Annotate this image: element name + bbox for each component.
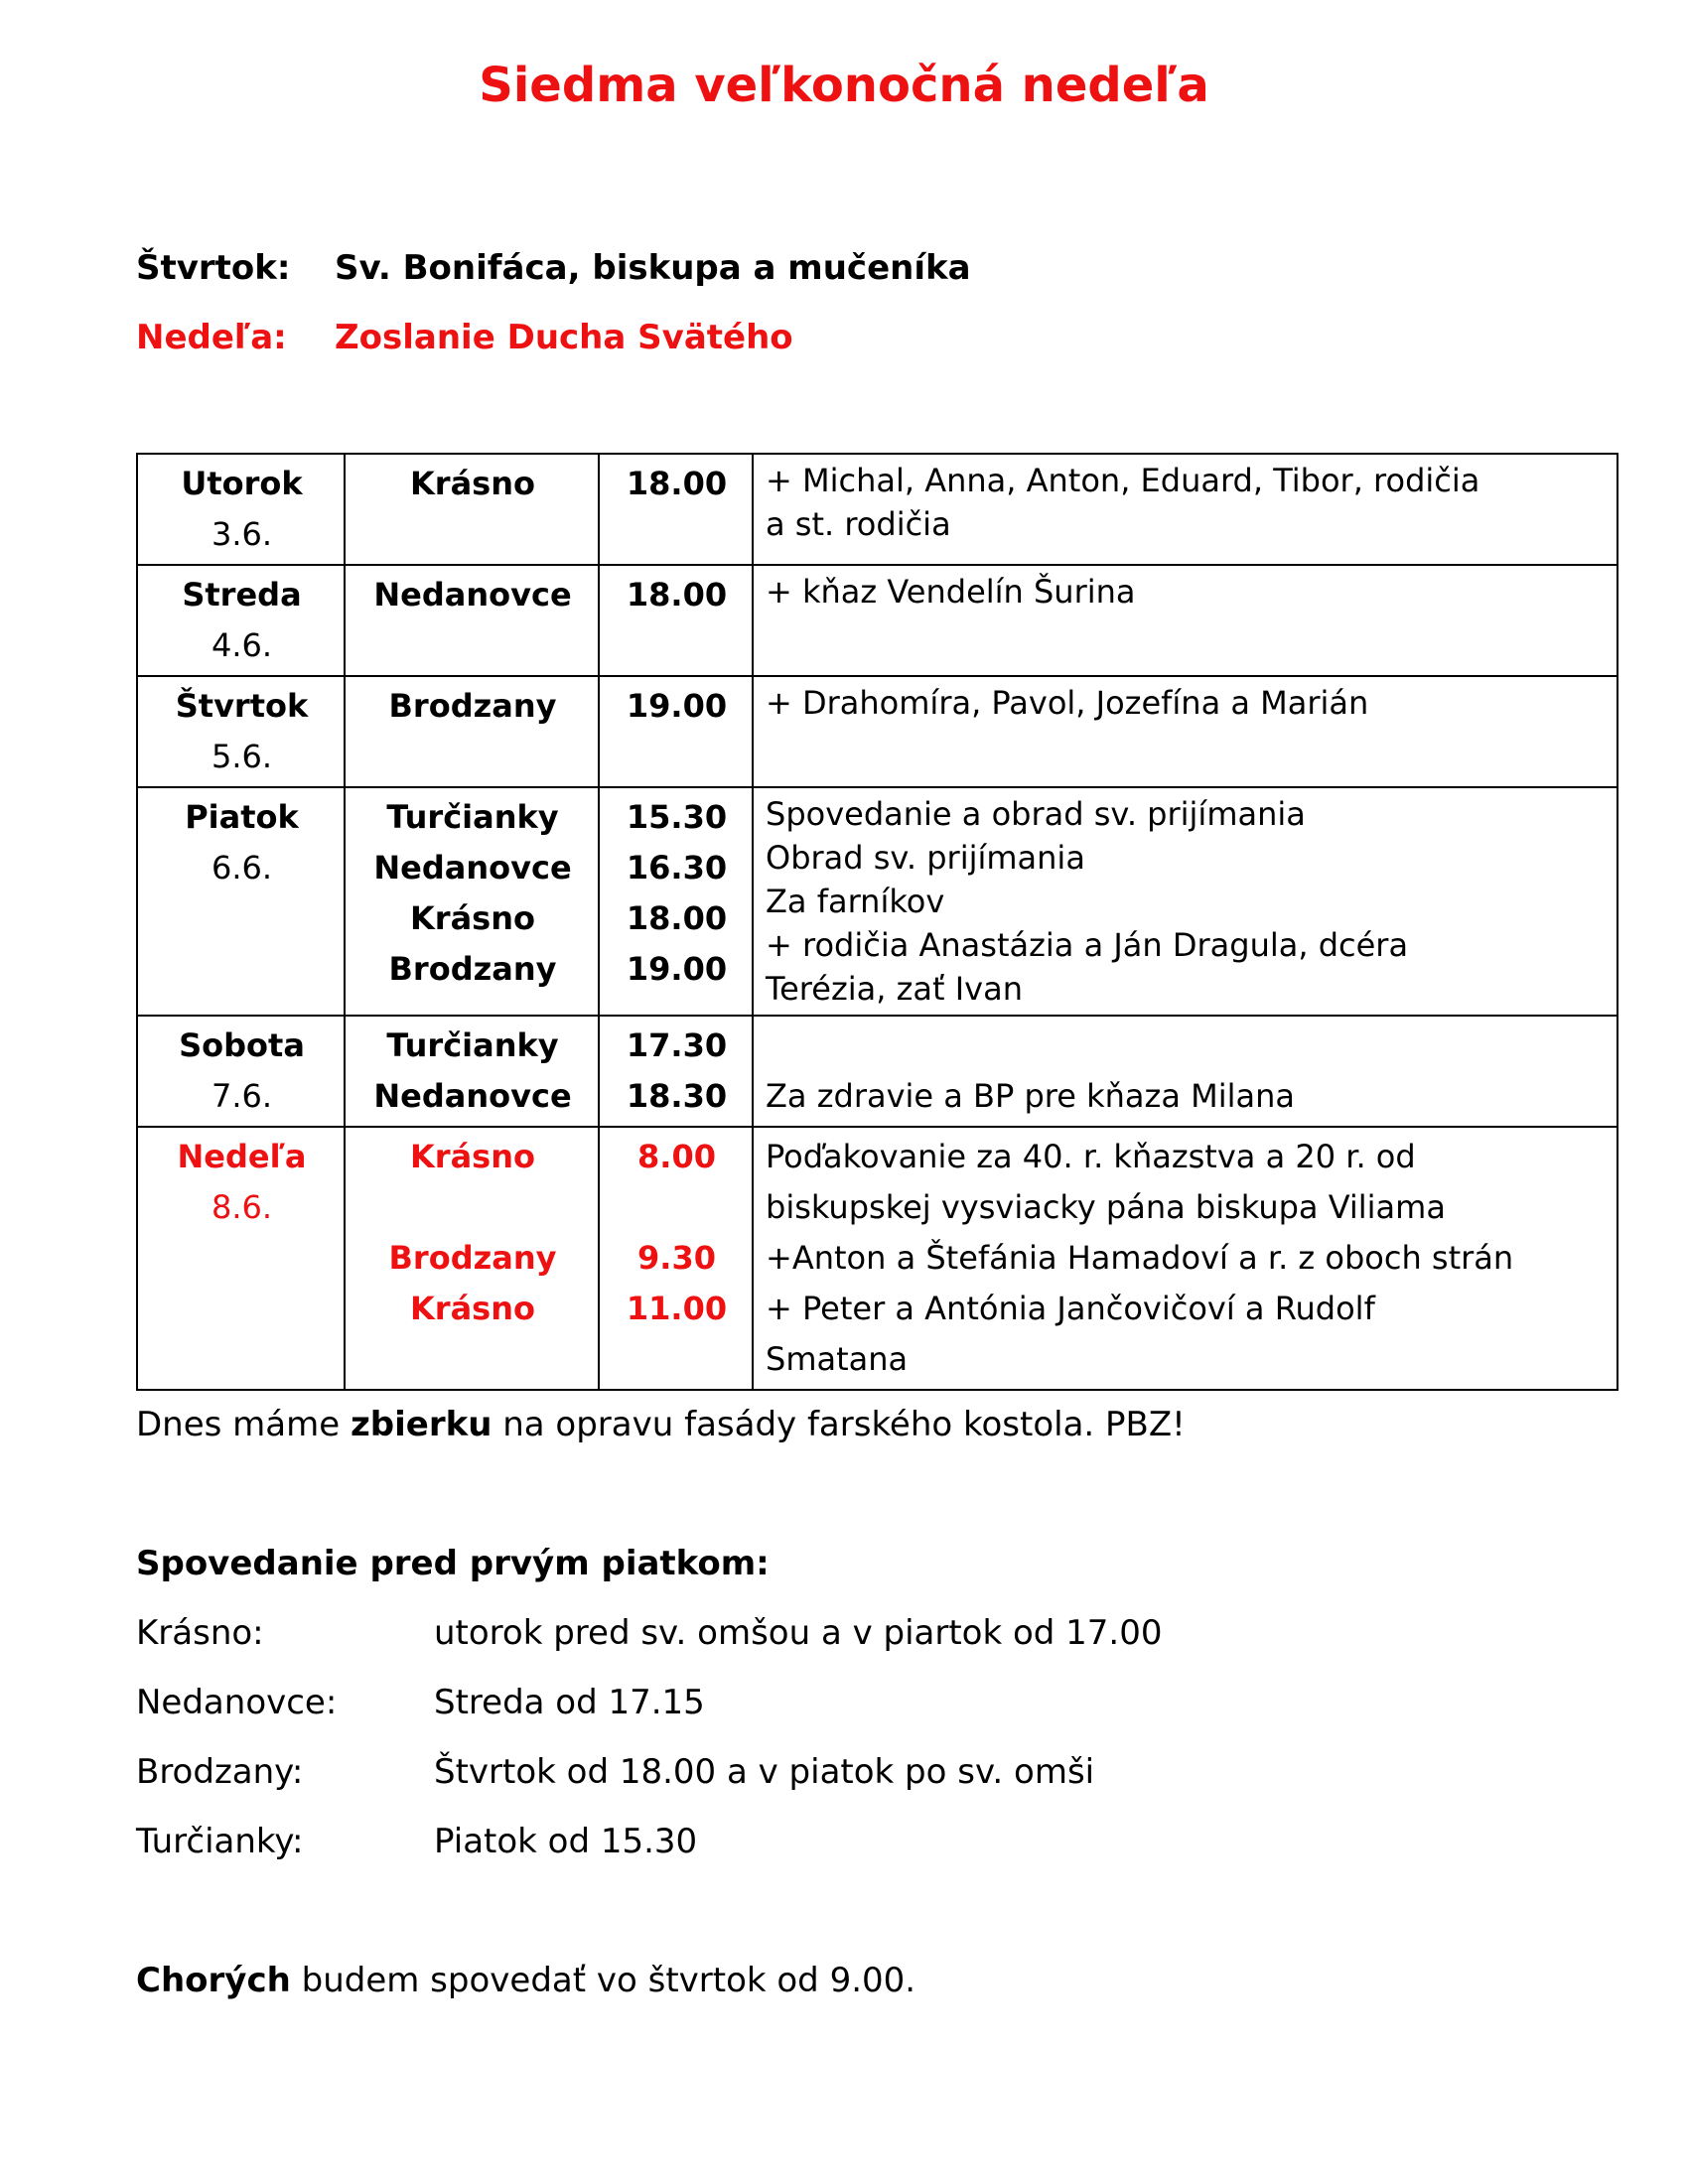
time: 18.00 xyxy=(626,465,728,502)
intention-cell xyxy=(753,565,1618,676)
place: Nedanovce xyxy=(373,1077,572,1115)
day-name: Štvrtok xyxy=(175,687,309,725)
intention: Obrad sv. prijímania xyxy=(766,839,1085,877)
day-cell xyxy=(137,454,345,565)
day-cell xyxy=(137,1127,345,1390)
intention: + kňaz Vendelín Šurina xyxy=(766,573,1136,611)
time: 18.30 xyxy=(626,1077,728,1115)
confession-place: Krásno: xyxy=(136,1613,264,1653)
feast-thursday xyxy=(136,248,971,288)
table-row xyxy=(137,676,1618,787)
time: 19.00 xyxy=(626,950,728,988)
feast-label: Štvrtok: xyxy=(136,248,291,288)
intention xyxy=(766,1021,1607,1071)
table-row xyxy=(137,454,1618,565)
place-cell xyxy=(345,454,599,565)
intention: + Drahomíra, Pavol, Jozefína a Marián xyxy=(766,684,1369,722)
intention: a st. rodičia xyxy=(766,505,951,543)
time-cell xyxy=(599,565,753,676)
time: 8.00 xyxy=(637,1138,716,1175)
collection-highlight: zbierku xyxy=(350,1405,492,1444)
collection-notice xyxy=(136,1405,1186,1444)
table-row xyxy=(137,1016,1618,1127)
intention: + Michal, Anna, Anton, Eduard, Tibor, rodičia xyxy=(766,462,1480,499)
collection-text-after: na opravu fasády farského kostola. PBZ! xyxy=(492,1405,1186,1444)
place: Turčianky xyxy=(386,798,559,836)
time: 18.00 xyxy=(626,899,728,937)
page-title: Siedma veľkonočná nedeľa xyxy=(479,58,1209,113)
place-cell xyxy=(345,787,599,1016)
time: 16.30 xyxy=(626,849,728,887)
confession-place: Brodzany: xyxy=(136,1752,304,1792)
time: 17.30 xyxy=(626,1026,728,1064)
table-row xyxy=(137,787,1618,1016)
feast-label: Nedeľa: xyxy=(136,318,287,357)
confession-heading: Spovedanie pred prvým piatkom: xyxy=(136,1544,770,1583)
time: 9.30 xyxy=(637,1239,716,1277)
confession-time: Piatok od 15.30 xyxy=(434,1822,698,1861)
day-name: Streda xyxy=(182,576,302,614)
place: Krásno xyxy=(410,465,535,502)
sick-highlight: Chorých xyxy=(136,1961,291,2000)
time xyxy=(612,1182,742,1233)
day-cell xyxy=(137,1016,345,1127)
place: Krásno xyxy=(410,1290,535,1327)
day-cell xyxy=(137,787,345,1016)
place: Nedanovce xyxy=(373,849,572,887)
place xyxy=(357,1182,588,1233)
table-row xyxy=(137,565,1618,676)
collection-text-before: Dnes máme xyxy=(136,1405,351,1444)
sick-confession-notice xyxy=(136,1961,915,2000)
intention-cell xyxy=(753,454,1618,565)
time: 18.00 xyxy=(626,576,728,614)
day-date: 6.6. xyxy=(211,849,273,887)
place: Brodzany xyxy=(388,687,557,725)
intention: biskupskej vysviacky pána biskupa Viliama xyxy=(766,1188,1446,1226)
time: 15.30 xyxy=(626,798,728,836)
intention: Poďakovanie za 40. r. kňazstva a 20 r. od xyxy=(766,1138,1416,1175)
place-cell xyxy=(345,1016,599,1127)
day-name: Utorok xyxy=(181,465,303,502)
intention: Za farníkov xyxy=(766,883,945,920)
day-date: 7.6. xyxy=(211,1077,273,1115)
feast-text: Zoslanie Ducha Svätého xyxy=(335,318,793,357)
day-date: 8.6. xyxy=(211,1188,273,1226)
confession-row xyxy=(136,1752,1094,1792)
intention: +Anton a Štefánia Hamadoví a r. z oboch strán xyxy=(766,1239,1514,1277)
day-cell xyxy=(137,565,345,676)
confession-row xyxy=(136,1613,1163,1653)
confession-time: Štvrtok od 18.00 a v piatok po sv. omši xyxy=(434,1752,1095,1792)
intention-cell xyxy=(753,1016,1618,1127)
mass-schedule-table xyxy=(136,453,1618,1391)
place: Turčianky xyxy=(386,1026,559,1064)
intention-cell xyxy=(753,787,1618,1016)
table-row xyxy=(137,1127,1618,1390)
confession-row xyxy=(136,1683,705,1722)
time-cell xyxy=(599,1016,753,1127)
intention: + Peter a Antónia Jančovičoví a Rudolf xyxy=(766,1290,1375,1327)
intention-cell xyxy=(753,1127,1618,1390)
feast-sunday xyxy=(136,318,793,357)
confession-place: Nedanovce: xyxy=(136,1683,338,1722)
intention: Spovedanie a obrad sv. prijímania xyxy=(766,795,1306,833)
day-date: 3.6. xyxy=(211,515,273,553)
time-cell xyxy=(599,676,753,787)
place: Nedanovce xyxy=(373,576,572,614)
day-name: Sobota xyxy=(179,1026,305,1064)
place-cell xyxy=(345,1127,599,1390)
place: Krásno xyxy=(410,899,535,937)
time-cell xyxy=(599,787,753,1016)
sick-text: budem spovedať vo štvrtok od 9.00. xyxy=(290,1961,916,2000)
place: Krásno xyxy=(410,1138,535,1175)
time: 11.00 xyxy=(626,1290,728,1327)
place-cell xyxy=(345,676,599,787)
time-cell xyxy=(599,1127,753,1390)
intention-cell xyxy=(753,676,1618,787)
confession-time: utorok pred sv. omšou a v piartok od 17.00 xyxy=(434,1613,1163,1653)
feast-text: Sv. Bonifáca, biskupa a mučeníka xyxy=(335,248,971,288)
day-date: 4.6. xyxy=(211,626,273,664)
intention: Za zdravie a BP pre kňaza Milana xyxy=(766,1077,1295,1115)
confession-time: Streda od 17.15 xyxy=(434,1683,705,1722)
place-cell xyxy=(345,565,599,676)
place: Brodzany xyxy=(388,950,557,988)
day-name: Nedeľa xyxy=(177,1138,307,1175)
confession-place: Turčianky: xyxy=(136,1822,304,1861)
confession-row xyxy=(136,1822,697,1861)
time: 19.00 xyxy=(626,687,728,725)
intention: Smatana xyxy=(766,1340,909,1378)
day-name: Piatok xyxy=(185,798,299,836)
intention: + rodičia Anastázia a Ján Dragula, dcéra xyxy=(766,926,1409,964)
day-date: 5.6. xyxy=(211,738,273,775)
time-cell xyxy=(599,454,753,565)
intention: Terézia, zať Ivan xyxy=(766,970,1023,1008)
day-cell xyxy=(137,676,345,787)
place: Brodzany xyxy=(388,1239,557,1277)
